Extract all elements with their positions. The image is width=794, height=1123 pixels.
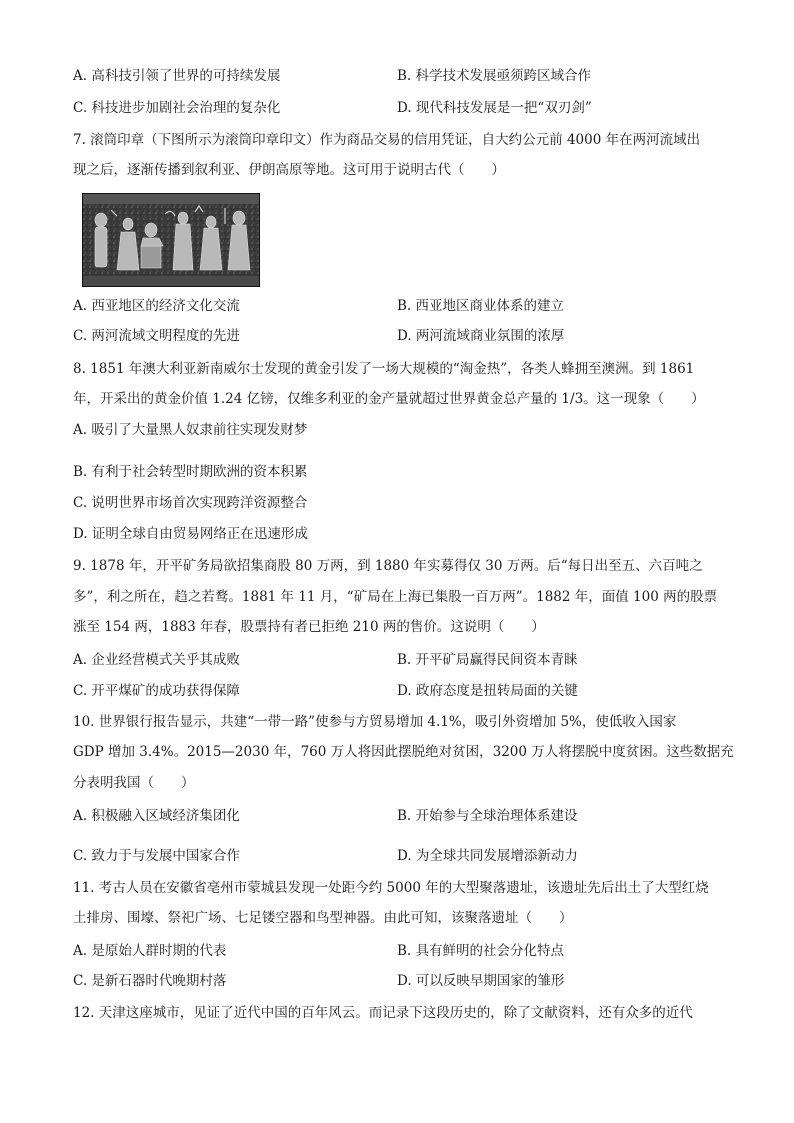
q11-stem-line-2: 土排房、围壕、祭祀广场、七足镂空器和鸟型神器。由此可知，该聚落遗址（ ） [73, 910, 573, 926]
q6-option-b: B. 科学技术发展亟须跨区域合作 [397, 68, 592, 84]
q10-option-d: D. 为全球共同发展增添新动力 [397, 848, 578, 864]
q11-stem-line-1: 11. 考古人员在安徽省亳州市蒙城县发现一处距今约 5000 年的大型聚落遗址，该遗址先后出土了大型红烧 [73, 880, 709, 896]
q9-option-d: D. 政府态度是扭转局面的关键 [397, 683, 578, 699]
q10-option-b: B. 开始参与全球治理体系建设 [397, 808, 578, 824]
q10-stem-line-2: GDP 增加 3.4%。2015—2030 年，760 万人将因此摆脱绝对贫困，3200 万人将摆脱中度贫困。这些数据充 [73, 744, 734, 760]
q8-option-c: C. 说明世界市场首次实现跨洋资源整合 [73, 495, 308, 511]
q9-option-a: A. 企业经营模式关乎其成败 [73, 652, 240, 668]
q10-stem-line-3: 分表明我国（ ） [73, 775, 195, 791]
q9-option-c: C. 开平煤矿的成功获得保障 [73, 683, 240, 699]
q6-option-a: A. 高科技引领了世界的可持续发展 [73, 68, 281, 84]
q7-option-c: C. 两河流域文明程度的先进 [73, 328, 240, 344]
q11-option-d: D. 可以反映早期国家的雏形 [397, 973, 565, 989]
q7-option-a: A. 西亚地区的经济文化交流 [73, 298, 240, 314]
q11-option-a: A. 是原始人群时期的代表 [73, 943, 227, 959]
q7-option-d: D. 两河流域商业氛围的浓厚 [397, 328, 565, 344]
q7-stem-line-1: 7. 滚筒印章（下图所示为滚筒印章印文）作为商品交易的信用凭证，自大约公元前 4000 年在两河流域出 [73, 132, 701, 148]
q6-option-d: D. 现代科技发展是一把“双刃剑” [397, 100, 592, 116]
q8-stem-line-2: 年，开采出的黄金价值 1.24 亿镑，仅维多利亚的金产量就超过世界黄金总产量的 1/3。这一现象（ ） [73, 391, 705, 407]
q10-option-c: C. 致力于与发展中国家合作 [73, 848, 240, 864]
q7-stem-line-2: 现之后，逐渐传播到叙利亚、伊朗高原等地。这可用于说明古代（ ） [73, 162, 505, 178]
cylinder-seal-impression-image [82, 193, 260, 287]
q8-stem-line-1: 8. 1851 年澳大利亚新南威尔士发现的黄金引发了一场大规模的“淘金热”，各类人蜂拥至澳洲。到 1861 [73, 361, 695, 377]
q8-option-d: D. 证明全球自由贸易网络正在迅速形成 [73, 526, 308, 542]
q9-stem-line-1: 9. 1878 年，开平矿务局欲招集商股 80 万两，到 1880 年实募得仅 30 万两。后“每日出至五、六百吨之 [73, 558, 703, 574]
q7-option-b: B. 西亚地区商业体系的建立 [397, 298, 565, 314]
q8-option-b: B. 有利于社会转型时期欧洲的资本积累 [73, 464, 308, 480]
q11-option-b: B. 具有鲜明的社会分化特点 [397, 943, 565, 959]
q10-stem-line-1: 10. 世界银行报告显示，共建“一带一路”使参与方贸易增加 4.1%，吸引外资增加 5%，使低收入国家 [73, 714, 677, 730]
q10-option-a: A. 积极融入区域经济集团化 [73, 808, 240, 824]
q8-option-a: A. 吸引了大量黑人奴隶前往实现发财梦 [73, 422, 308, 438]
q11-option-c: C. 是新石器时代晚期村落 [73, 973, 227, 989]
q9-option-b: B. 开平矿局赢得民间资本青睐 [397, 652, 578, 668]
q12-stem-line-1: 12. 天津这座城市，见证了近代中国的百年风云。而记录下这段历史的，除了文献资料，还有众多的近代 [73, 1005, 693, 1021]
q9-stem-line-2: 多”，利之所在，趋之若鹜。1881 年 11 月，“矿局在上海已集股一百万两”。1882 年，面值 100 两的股票 [73, 589, 718, 605]
q6-option-c: C. 科技进步加剧社会治理的复杂化 [73, 100, 281, 116]
q9-stem-line-3: 涨至 154 两，1883 年春，股票持有者已拒绝 210 两的售价。这说明（ ） [73, 619, 545, 635]
